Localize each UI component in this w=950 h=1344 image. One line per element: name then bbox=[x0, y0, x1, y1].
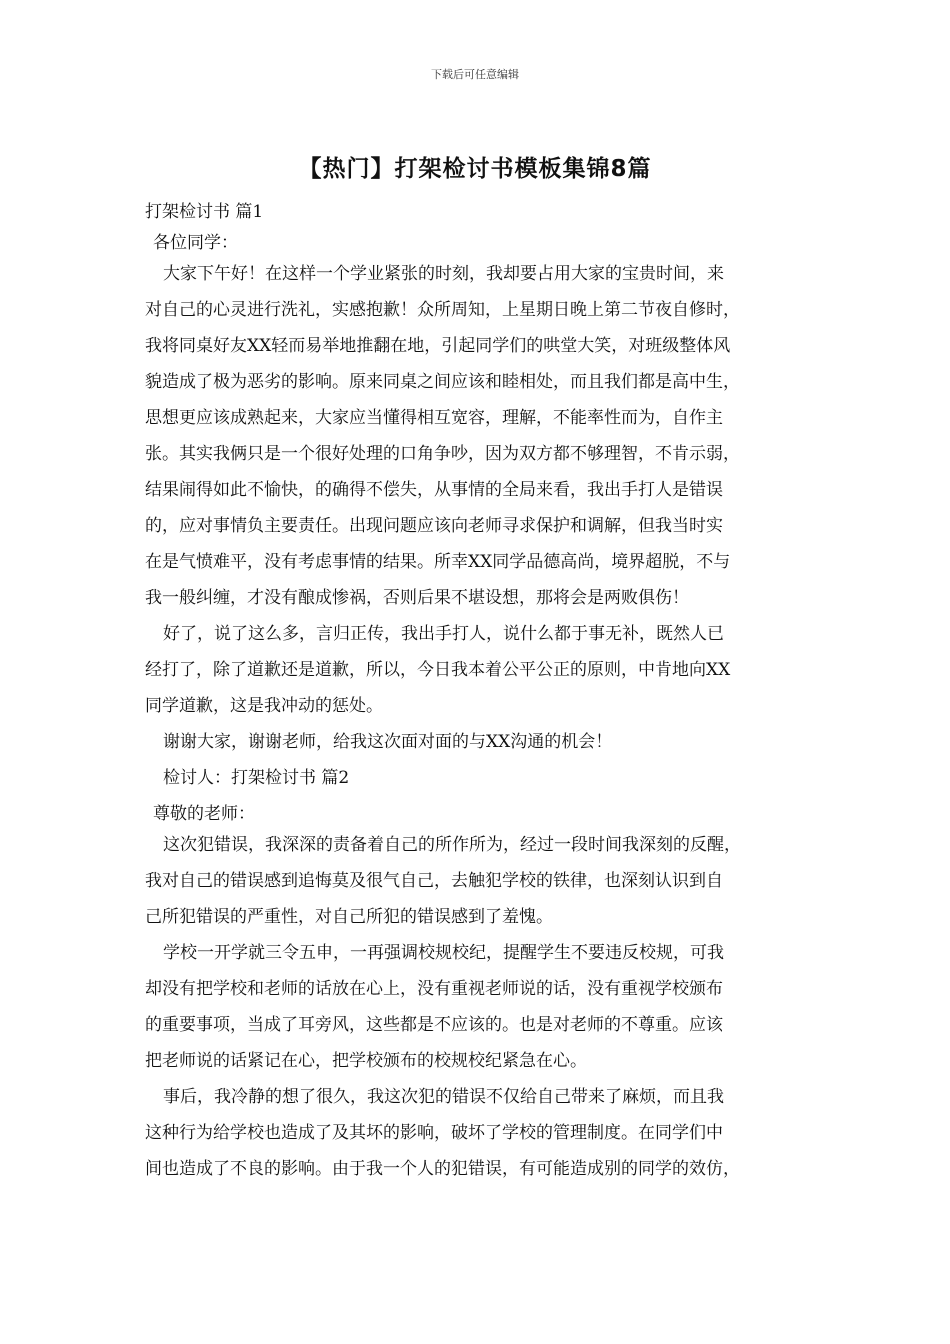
text-line: 这种行为给学校也造成了及其坏的影响，破坏了学校的管理制度。在同学们中 bbox=[145, 1123, 723, 1143]
text-line: 的，应对事情负主要责任。出现问题应该向老师寻求保护和调解，但我当时实 bbox=[145, 516, 723, 536]
text-line: 经打了，除了道歉还是道歉，所以，今日我本着公平公正的原则，中肯地向XX bbox=[145, 660, 731, 680]
text-line: 间也造成了不良的影响。由于我一个人的犯错误，有可能造成别的同学的效仿， bbox=[145, 1159, 740, 1179]
document-body bbox=[145, 198, 825, 1191]
text-line: 思想更应该成熟起来，大家应当懂得相互宽容，理解，不能率性而为，自作主 bbox=[145, 408, 723, 428]
text-line: 学校一开学就三令五申，一再强调校规校纪，提醒学生不要违反校规，可我 bbox=[163, 943, 724, 963]
header-note: 下载后可任意编辑 bbox=[431, 68, 519, 81]
text-line: 对自己的心灵进行洗礼，实感抱歉！众所周知，上星期日晚上第二节夜自修时， bbox=[145, 300, 740, 320]
text-line: 我将同桌好友XX轻而易举地推翻在地，引起同学们的哄堂大笑，对班级整体风 bbox=[145, 336, 731, 356]
text-line: 在是气愤难平，没有考虑事情的结果。所幸XX同学品德高尚，境界超脱，不与 bbox=[145, 552, 731, 572]
text-line: 我一般纠缠，才没有酿成惨祸，否则后果不堪设想，那将会是两败俱伤！ bbox=[145, 588, 689, 608]
text-line: 好了，说了这么多，言归正传，我出手打人，说什么都于事无补，既然人已 bbox=[163, 624, 724, 644]
text-line: 把老师说的话紧记在心，把学校颁布的校规校纪紧急在心。 bbox=[145, 1051, 587, 1071]
text-line: 检讨人：打架检讨书 篇2 bbox=[163, 768, 350, 788]
text-line: 打架检讨书 篇1 bbox=[145, 202, 264, 222]
text-line: 大家下午好！在这样一个学业紧张的时刻，我却要占用大家的宝贵时间，来 bbox=[163, 264, 724, 284]
text-line: 事后，我冷静的想了很久，我这次犯的错误不仅给自己带来了麻烦，而且我 bbox=[163, 1087, 724, 1107]
text-line: 貌造成了极为恶劣的影响。原来同桌之间应该和睦相处，而且我们都是高中生， bbox=[145, 372, 740, 392]
text-line: 己所犯错误的严重性，对自己所犯的错误感到了羞愧。 bbox=[145, 907, 553, 927]
text-line: 各位同学： bbox=[153, 233, 238, 253]
text-line: 却没有把学校和老师的话放在心上，没有重视老师说的话，没有重视学校颁布 bbox=[145, 979, 723, 999]
text-line: 的重要事项，当成了耳旁风，这些都是不应该的。也是对老师的不尊重。应该 bbox=[145, 1015, 723, 1035]
text-line: 同学道歉，这是我冲动的惩处。 bbox=[145, 696, 383, 716]
text-line: 我对自己的错误感到追悔莫及很气自己，去触犯学校的铁律，也深刻认识到自 bbox=[145, 871, 723, 891]
text-line: 这次犯错误，我深深的责备着自己的所作所为，经过一段时间我深刻的反醒， bbox=[163, 835, 741, 855]
text-line: 张。其实我俩只是一个很好处理的口角争吵，因为双方都不够理智，不肯示弱， bbox=[145, 444, 740, 464]
text-line: 谢谢大家，谢谢老师，给我这次面对面的与XX沟通的机会！ bbox=[163, 732, 613, 752]
text-line: 结果闹得如此不愉快，的确得不偿失，从事情的全局来看，我出手打人是错误 bbox=[145, 480, 723, 500]
document-title: 【热门】打架检讨书模板集锦8篇 bbox=[298, 156, 652, 182]
text-line: 尊敬的老师： bbox=[153, 804, 255, 824]
